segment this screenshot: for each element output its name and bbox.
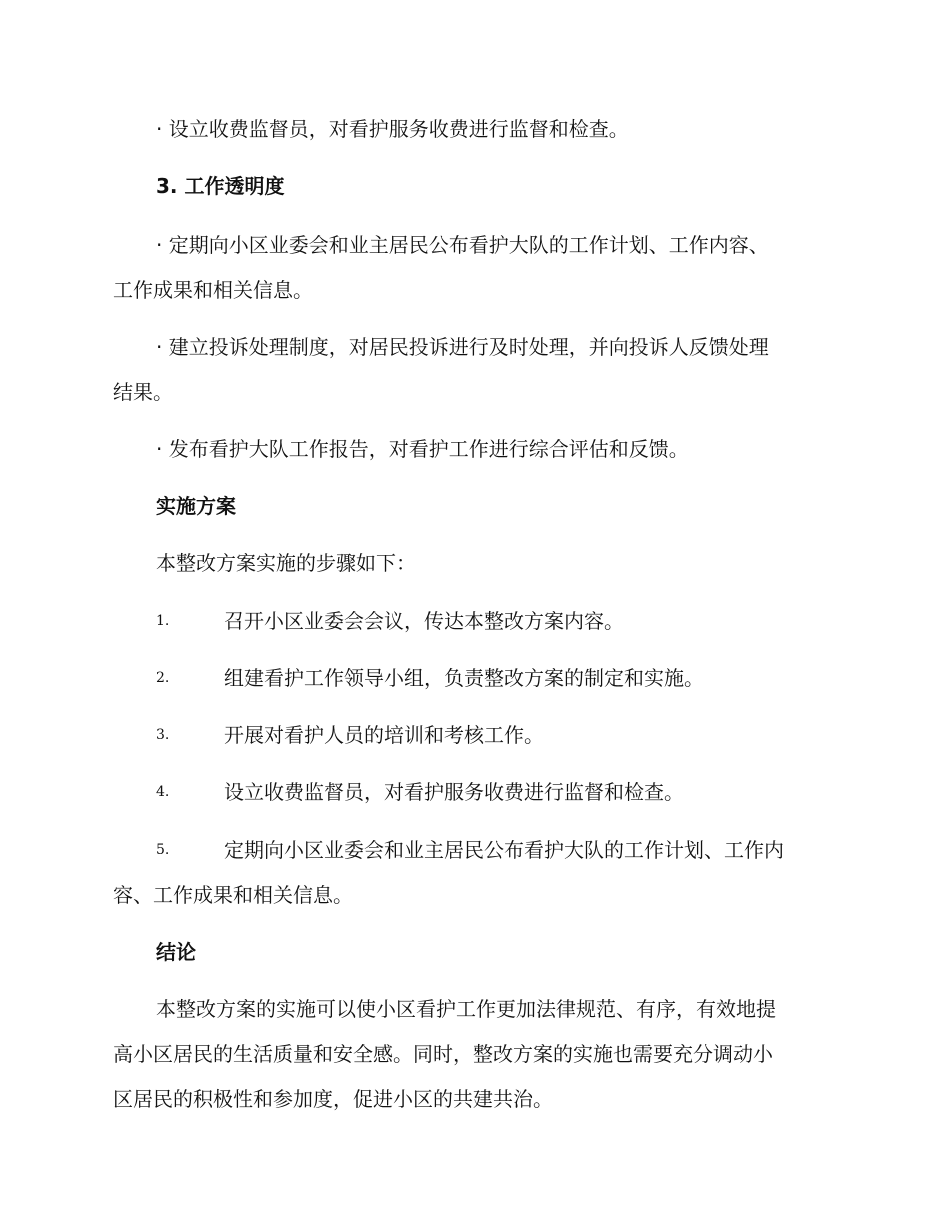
step-text: 召开小区业委会会议，传达本整改方案内容。 [224,609,624,633]
step-text: 定期向小区业委会和业主居民公布看护大队的工作计划、工作内 [224,838,784,862]
step-text-continuation: 容、工作成果和相关信息。 [113,883,353,907]
step-text: 开展对看护人员的培训和考核工作。 [224,723,544,747]
transparency-item1-line1: · 定期向小区业委会和业主居民公布看护大队的工作计划、工作内容、 [156,233,769,257]
step-number: 3. [156,727,170,743]
section-heading-transparency: 3. 工作透明度 [156,174,285,198]
conclusion-line3: 区居民的积极性和参加度，促进小区的共建共治。 [113,1087,553,1111]
step-text: 设立收费监督员，对看护服务收费进行监督和检查。 [224,780,684,804]
step-number: 2. [156,670,170,686]
transparency-item2-line1: · 建立投诉处理制度，对居民投诉进行及时处理，并向投诉人反馈处理 [156,335,769,359]
transparency-item2-line2: 结果。 [113,380,173,404]
step-text: 组建看护工作领导小组，负责整改方案的制定和实施。 [224,666,704,690]
conclusion-line1: 本整改方案的实施可以使小区看护工作更加法律规范、有序，有效地提 [156,997,776,1021]
implementation-intro: 本整改方案实施的步骤如下： [156,551,416,575]
section-heading-implementation: 实施方案 [156,494,236,518]
bullet-fee-supervisor: · 设立收费监督员，对看护服务收费进行监督和检查。 [156,117,629,141]
conclusion-line2: 高小区居民的生活质量和安全感。同时，整改方案的实施也需要充分调动小 [113,1042,773,1066]
step-number: 4. [156,784,170,800]
step-number: 1. [156,613,170,629]
transparency-item3: · 发布看护大队工作报告，对看护工作进行综合评估和反馈。 [156,437,689,461]
step-number: 5. [156,842,170,858]
section-heading-conclusion: 结论 [156,940,196,964]
transparency-item1-line2: 工作成果和相关信息。 [113,278,313,302]
